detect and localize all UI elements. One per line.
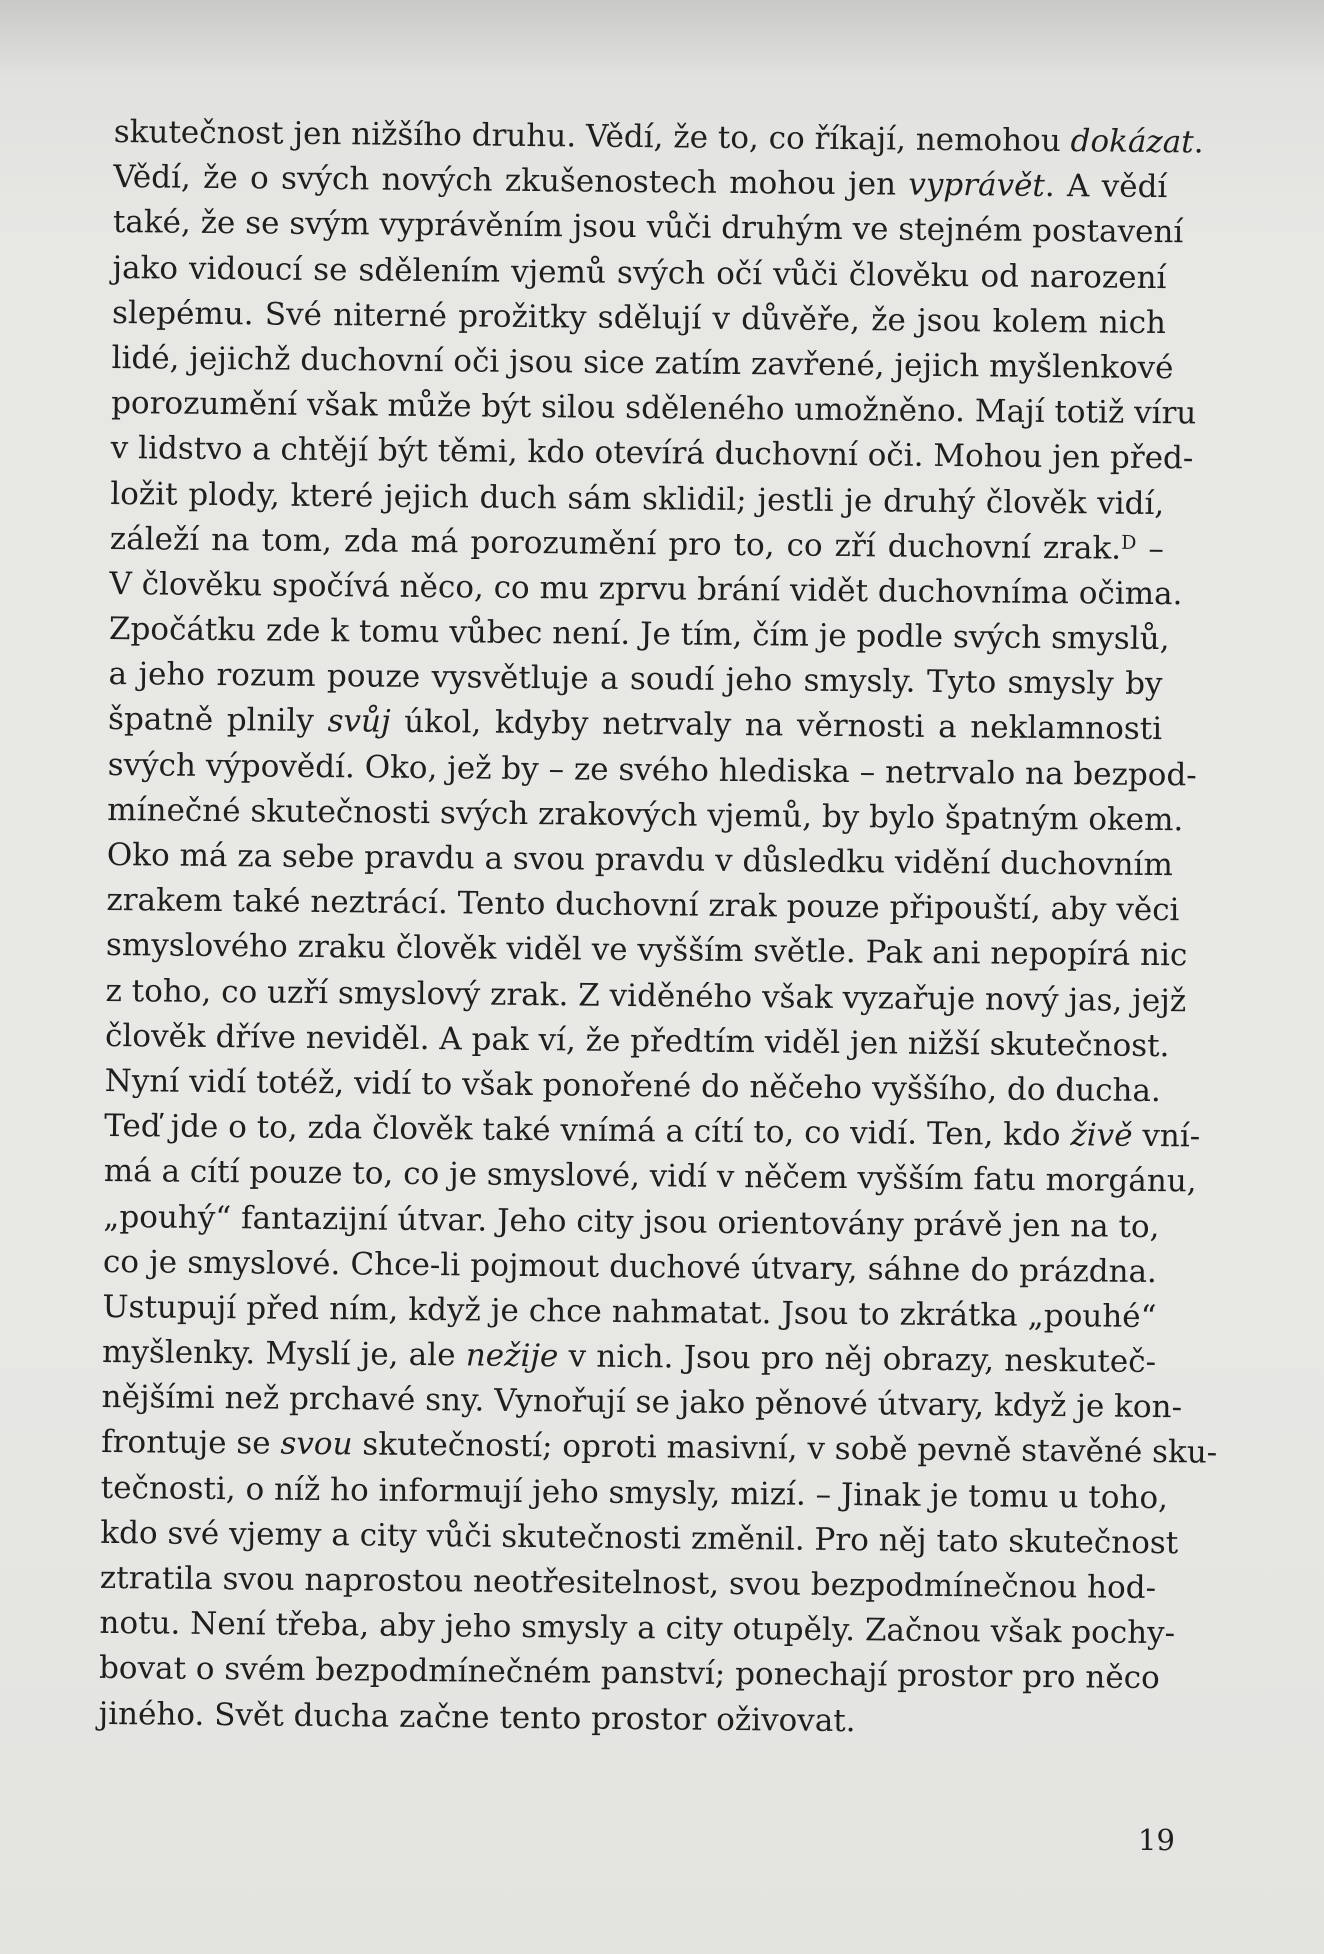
text-line: tečnosti, o níž ho informují jeho smysly, mizí. – Jinak je tomu u toho, — [100, 1469, 1169, 1516]
text-line: špatně plnily svůj úkol, kdyby netrvaly na věrnosti a neklamnosti — [107, 701, 1163, 748]
text-line: z toho, co uzří smyslový zrak. Z viděného však vyzařuje nový jas, jejž — [105, 972, 1187, 1019]
text-line: jako vidoucí se sdělením vjemů svých očí vůči člověku od narození — [112, 249, 1167, 296]
text-line: porozumění však může být silou sděleného umožněno. Mají totiž víru — [111, 385, 1197, 432]
text-line: co je smyslové. Chce-li pojmout duchové útvary, sáhne do prázdna. — [102, 1243, 1158, 1290]
text-line: Teď jde o to, zda člověk také vnímá a cítí to, co vidí. Ten, kdo živě vní- — [104, 1108, 1201, 1155]
text-line: Oko má za sebe pravdu a svou pravdu v důsledku vidění duchovním — [106, 836, 1174, 884]
text-line: Ustupují před ním, když je chce nahmatat. Jsou to zkrátka „pouhé“ — [102, 1288, 1157, 1335]
text-line: Nyní vidí totéž, vidí to však ponořené do něčeho vyššího, do ducha. — [104, 1062, 1162, 1110]
text-line: člověk dříve neviděl. A pak ví, že předtím viděl jen nižší skutečnost. — [104, 1017, 1170, 1064]
emphasis: svou — [280, 1426, 353, 1463]
text-line: smyslového zraku člověk viděl ve vyšším světle. Pak ani nepopírá nic — [105, 927, 1188, 974]
text-line: svých výpovědí. Oko, jež by – ze svého hlediska – netrvalo na bezpod- — [107, 746, 1197, 794]
body-text — [98, 110, 1218, 1747]
text-line: zrakem také neztrácí. Tento duchovní zrak pouze připouští, aby věci — [106, 882, 1180, 929]
text-line: lidé, jejichž duchovní oči jsou sice zatím zavřené, jejich myšlenkové — [111, 339, 1174, 387]
emphasis: vyprávět — [908, 166, 1046, 205]
page-number: 19 — [1138, 1823, 1175, 1857]
footnote-marker: D — [1121, 531, 1137, 554]
text-line: bovat o svém bezpodmínečném panství; ponechají prostor pro něco — [98, 1650, 1160, 1697]
text-line: v lidstvo a chtějí být těmi, kdo otevírá duchovní oči. Mohou jen před- — [110, 430, 1194, 477]
emphasis: svůj — [327, 703, 391, 741]
text-line: má a cítí pouze to, co je smyslové, vidí v něčem vyšším fatu morgánu, — [103, 1153, 1197, 1200]
text-line: kdo své vjemy a city vůči skutečnosti změnil. Pro něj tato skutečnost — [100, 1514, 1179, 1562]
text-line: nějšími než prchavé sny. Vynořují se jako pěnové útvary, když je kon- — [101, 1379, 1183, 1426]
text-line: Vědí, že o svých nových zkušenostech mohou jen vyprávět. A vědí — [113, 159, 1168, 206]
emphasis: nežije — [465, 1337, 559, 1375]
text-line: V člověku spočívá něco, co mu zprvu brání vidět duchovníma očima. — [109, 565, 1183, 613]
text-line: notu. Není třeba, aby jeho smysly a city otupěly. Začnou však pochy- — [99, 1605, 1176, 1652]
text-line: „pouhý“ fantazijní útvar. Jeho city jsou orientovány právě jen na to, — [103, 1198, 1160, 1245]
text-line: záleží na tom, zda má porozumění pro to, co zří duchovní zrak.$^D$ – — [109, 520, 1165, 567]
text-line: ztratila svou naprostou neotřesitelnost, svou bezpodmínečnou hod- — [99, 1559, 1157, 1607]
emphasis: živě — [1070, 1117, 1133, 1154]
text-line: slepému. Své niterné prožitky sdělují v důvěře, že jsou kolem nich — [111, 294, 1167, 341]
text-line: myšlenky. Myslí je, ale nežije v nich. Jsou pro něj obrazy, neskuteč- — [101, 1334, 1157, 1381]
text-line: ložit plody, které jejich duch sám sklidil; jestli je druhý člověk vidí, — [110, 475, 1165, 522]
emphasis: dokázat — [1070, 123, 1194, 161]
text-line: frontuje se svou skutečností; oproti masivní, v sobě pevně stavěné sku- — [101, 1424, 1218, 1472]
text-line-last: jiného. Svět ducha začne tento prostor oživovat. — [98, 1695, 856, 1739]
text-line: skutečnost jen nižšího druhu. Vědí, že to, co říkají, nemohou dokázat. — [113, 113, 1204, 161]
text-line: mínečné skutečnosti svých zrakových vjemů, by bylo špatným okem. — [107, 791, 1184, 839]
text-line: a jeho rozum pouze vysvětluje a soudí jeho smysly. Tyto smysly by — [108, 656, 1163, 703]
text-line: Zpočátku zde k tomu vůbec není. Je tím, čím je podle svých smyslů, — [108, 611, 1170, 658]
text-line: také, že se svým vyprávěním jsou vůči druhým ve stejném postavení — [112, 204, 1184, 251]
